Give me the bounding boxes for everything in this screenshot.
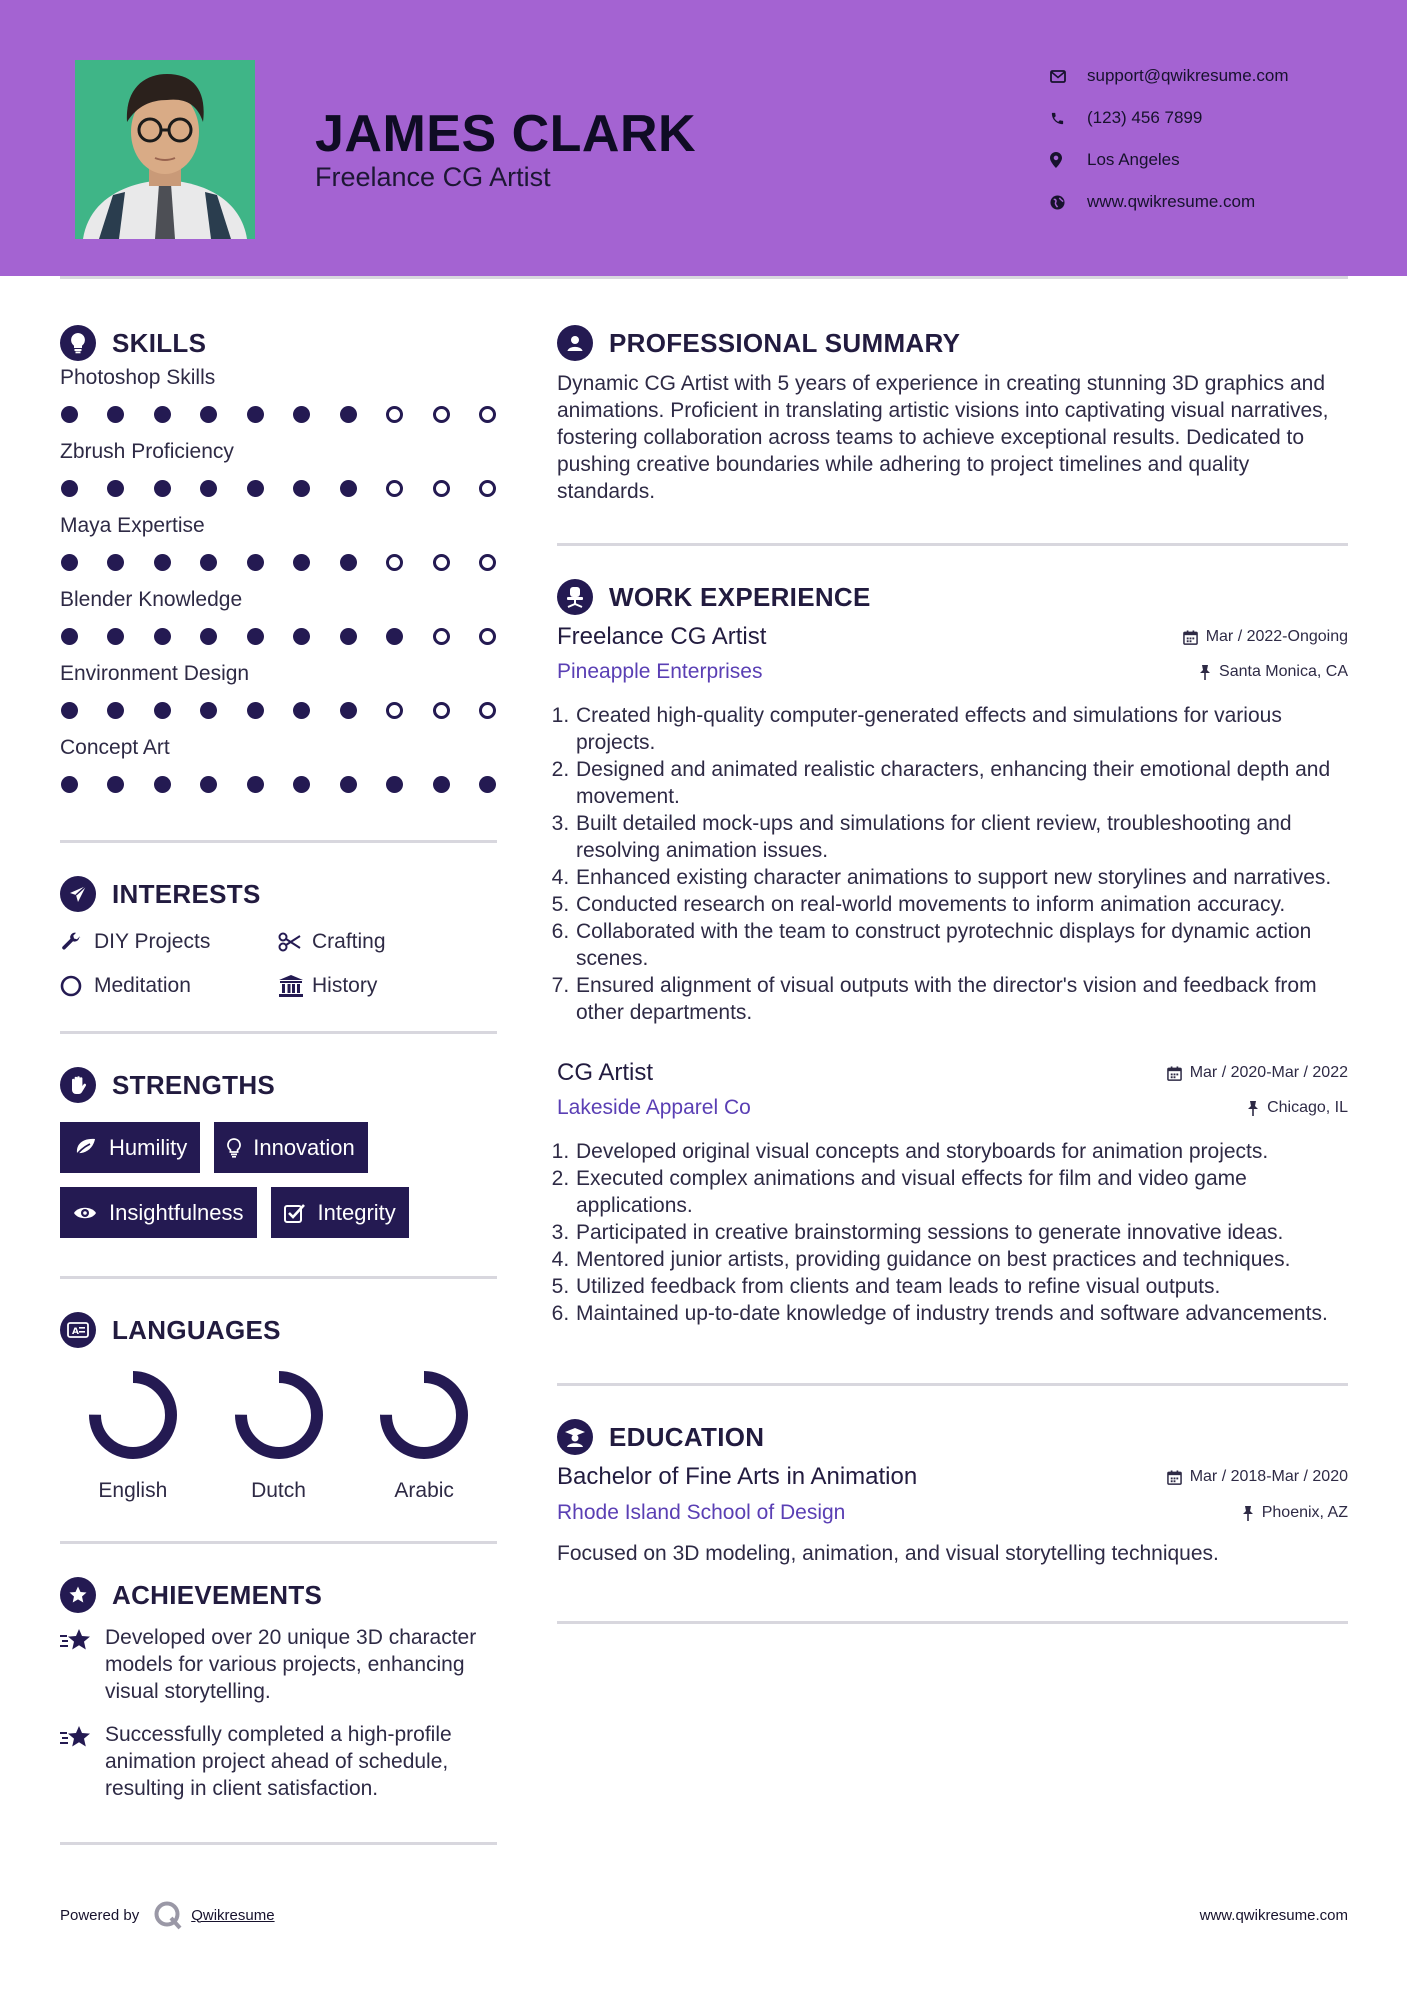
rating-dot-filled — [154, 406, 171, 423]
languages-heading — [60, 1311, 497, 1349]
degree-title: Bachelor of Fine Arts in Animation — [557, 1463, 918, 1490]
experience-section — [557, 578, 1348, 1386]
interest-item — [60, 927, 278, 957]
job-bullets — [557, 702, 1348, 1026]
language-progress-ring — [376, 1367, 472, 1463]
profile-photo — [75, 60, 255, 239]
strengths-section — [60, 1066, 497, 1279]
office-chair-icon — [557, 579, 593, 615]
rating-dot-filled — [107, 628, 124, 645]
interest-item — [278, 927, 496, 957]
experience-title: WORK EXPERIENCE — [609, 581, 871, 612]
rating-dot-filled — [107, 406, 124, 423]
scissors-icon — [278, 932, 312, 952]
paper-plane-icon — [60, 876, 96, 912]
rating-dot-filled — [293, 776, 310, 793]
job-location — [1247, 1099, 1348, 1117]
job-bullet: 6. Collaborated with the team to construct pyrotechnic displays for dynamic action scenes. — [575, 918, 1348, 972]
checkbox-icon — [284, 1203, 306, 1223]
envelope-icon — [1050, 70, 1087, 83]
strength-label: Humility — [109, 1134, 188, 1160]
achievements-heading — [60, 1576, 497, 1614]
star-badge-icon — [60, 1577, 96, 1613]
contact-location-text: Los Angeles — [1087, 150, 1180, 169]
job-bullet: 3. Built detailed mock-ups and simulations for client review, troubleshooting and resolving animation issues. — [575, 810, 1348, 864]
rating-dot-filled — [61, 480, 78, 497]
rating-dot-filled — [200, 554, 217, 571]
rating-dot-filled — [61, 406, 78, 423]
rating-dot-filled — [200, 702, 217, 719]
pushpin-icon — [1199, 665, 1211, 680]
education-title: EDUCATION — [609, 1421, 765, 1452]
interests-grid — [60, 927, 497, 1001]
rating-dot-empty — [479, 628, 496, 645]
interests-heading — [60, 875, 497, 913]
job-date — [1183, 628, 1348, 646]
section-divider — [557, 1621, 1348, 1624]
rating-dot-filled — [247, 628, 264, 645]
job-location-text: Santa Monica, CA — [1219, 663, 1348, 680]
skill-rating — [60, 618, 497, 654]
rating-dot-filled — [200, 628, 217, 645]
rating-dot-empty — [433, 480, 450, 497]
summary-title: PROFESSIONAL SUMMARY — [609, 327, 961, 358]
svg-text:A: A — [72, 1327, 80, 1337]
skills-list — [60, 366, 497, 802]
wrench-icon — [60, 931, 94, 953]
rating-dot-filled — [293, 480, 310, 497]
rating-dot-filled — [107, 554, 124, 571]
job-bullets — [557, 1138, 1348, 1327]
language-name: English — [98, 1479, 168, 1502]
pushpin-icon — [1247, 1101, 1259, 1116]
achievement-text: Developed over 20 unique 3D character models for various projects, enhancing visual storytelling. — [105, 1626, 477, 1703]
hand-icon — [60, 1067, 96, 1103]
rating-dot-filled — [154, 480, 171, 497]
skill-name: Photoshop Skills — [60, 366, 216, 389]
rating-dot-filled — [386, 776, 403, 793]
rating-dot-empty — [386, 480, 403, 497]
interest-label: History — [312, 974, 378, 997]
lightbulb-icon — [227, 1138, 241, 1158]
rating-dot-filled — [293, 554, 310, 571]
candidate-role: Freelance CG Artist — [315, 162, 551, 192]
contact-website[interactable] — [1050, 181, 1289, 223]
job-bullet: 7. Ensured alignment of visual outputs with the director's vision and feedback from other departments. — [575, 972, 1348, 1026]
experience-heading — [557, 578, 1348, 616]
achievement-item — [60, 1721, 497, 1802]
rating-dot-filled — [61, 554, 78, 571]
powered-by-text: Powered by — [60, 1906, 140, 1924]
job-entry — [557, 1056, 1348, 1327]
rating-dot-empty — [433, 628, 450, 645]
education-section — [557, 1418, 1348, 1624]
rating-dot-filled — [247, 554, 264, 571]
rating-dot-filled — [340, 406, 357, 423]
job-company: Lakeside Apparel Co — [557, 1096, 751, 1119]
rating-dot-filled — [247, 480, 264, 497]
job-bullet: 5. Conducted research on real-world movements to inform animation accuracy. — [575, 891, 1348, 918]
section-divider — [60, 1541, 497, 1544]
skills-heading — [60, 324, 497, 362]
skill-name: Environment Design — [60, 662, 250, 685]
skill-rating — [60, 766, 497, 802]
resume-header — [0, 0, 1407, 276]
rating-dot-empty — [479, 406, 496, 423]
star-icon — [60, 1721, 105, 1802]
language-progress-ring — [85, 1367, 181, 1463]
strength-tag — [60, 1122, 200, 1173]
job-bullet: 6. Maintained up-to-date knowledge of industry trends and software advancements. — [575, 1300, 1348, 1327]
school-name: Rhode Island School of Design — [557, 1501, 846, 1524]
rating-dot-filled — [340, 702, 357, 719]
job-entry — [557, 620, 1348, 1026]
rating-dot-filled — [107, 480, 124, 497]
job-date-text: Mar / 2022-Ongoing — [1205, 628, 1348, 645]
rating-dot-filled — [154, 628, 171, 645]
leaf-icon — [73, 1138, 97, 1158]
skill-rating — [60, 692, 497, 728]
rating-dot-empty — [433, 702, 450, 719]
job-bullet: 4. Mentored junior artists, providing guidance on best practices and techniques. — [575, 1246, 1348, 1273]
skills-title: SKILLS — [112, 327, 207, 358]
contact-location — [1050, 139, 1289, 181]
section-divider — [60, 1842, 497, 1845]
skill-rating — [60, 544, 497, 580]
footer-url[interactable]: www.qwikresume.com — [1199, 1907, 1348, 1924]
strength-label: Insightfulness — [109, 1199, 244, 1225]
calendar-icon — [1167, 1470, 1182, 1485]
rating-dot-filled — [154, 702, 171, 719]
job-bullet: 3. Participated in creative brainstorming sessions to generate innovative ideas. — [575, 1219, 1348, 1246]
job-bullet: 1. Developed original visual concepts and storyboards for animation projects. — [575, 1138, 1348, 1165]
rating-dot-filled — [293, 702, 310, 719]
section-divider — [557, 543, 1348, 546]
language-list — [60, 1367, 497, 1503]
skill-rating — [60, 396, 497, 432]
section-divider — [60, 1031, 497, 1034]
rating-dot-filled — [107, 702, 124, 719]
rating-dot-empty — [479, 702, 496, 719]
globe-icon — [1050, 195, 1087, 210]
rating-dot-filled — [433, 776, 450, 793]
rating-dot-empty — [386, 554, 403, 571]
rating-dot-filled — [247, 702, 264, 719]
rating-dot-filled — [247, 406, 264, 423]
interest-item — [60, 971, 278, 1001]
language-name: Dutch — [251, 1479, 306, 1502]
summary-heading — [557, 324, 1348, 362]
rating-dot-filled — [340, 628, 357, 645]
section-divider — [60, 840, 497, 843]
interest-label: DIY Projects — [94, 930, 211, 953]
skills-section — [60, 324, 497, 843]
candidate-name: JAMES CLARK — [315, 105, 697, 163]
section-divider — [557, 1383, 1348, 1386]
education-date-text: Mar / 2018-Mar / 2020 — [1189, 1468, 1348, 1485]
interest-label: Crafting — [312, 930, 386, 953]
education-heading — [557, 1418, 1348, 1456]
strength-tag — [214, 1122, 368, 1173]
rating-dot-filled — [107, 776, 124, 793]
achievement-item — [60, 1624, 497, 1705]
rating-dot-filled — [61, 776, 78, 793]
rating-dot-filled — [293, 628, 310, 645]
rating-dot-filled — [154, 776, 171, 793]
left-column — [60, 324, 497, 1845]
language-item — [206, 1367, 352, 1503]
pushpin-icon — [1242, 1506, 1254, 1521]
language-card-icon — [60, 1312, 96, 1348]
qwikresume-logo-icon — [153, 1900, 183, 1930]
calendar-icon — [1167, 1066, 1182, 1081]
strength-tag — [60, 1187, 257, 1238]
rating-dot-filled — [386, 628, 403, 645]
education-location — [1242, 1504, 1348, 1522]
museum-icon — [278, 974, 312, 998]
rating-dot-empty — [433, 554, 450, 571]
contact-website-text: www.qwikresume.com — [1087, 192, 1256, 211]
skill-rating — [60, 470, 497, 506]
education-location-text: Phoenix, AZ — [1261, 1504, 1348, 1521]
rating-dot-empty — [479, 480, 496, 497]
rating-dot-filled — [200, 480, 217, 497]
contact-email[interactable] — [1050, 55, 1289, 97]
strength-tag — [271, 1187, 409, 1238]
rating-dot-filled — [293, 406, 310, 423]
strength-label: Innovation — [253, 1134, 355, 1160]
rating-dot-filled — [247, 776, 264, 793]
strength-tags — [60, 1122, 497, 1238]
languages-title: LANGUAGES — [112, 1314, 281, 1345]
lightbulb-icon — [60, 325, 96, 361]
language-progress-ring — [231, 1367, 327, 1463]
strengths-heading — [60, 1066, 497, 1104]
skill-name: Maya Expertise — [60, 514, 205, 537]
job-date-text: Mar / 2020-Mar / 2022 — [1189, 1064, 1348, 1081]
achievements-section — [60, 1576, 497, 1845]
user-icon — [557, 325, 593, 361]
achievements-title: ACHIEVEMENTS — [112, 1579, 323, 1610]
skill-name: Blender Knowledge — [60, 588, 243, 611]
job-bullet: 4. Enhanced existing character animations to support new storylines and narratives. — [575, 864, 1348, 891]
calendar-icon — [1183, 630, 1198, 645]
circle-icon — [60, 975, 94, 997]
language-item — [351, 1367, 497, 1503]
interest-item — [278, 971, 496, 1001]
contact-phone-text: (123) 456 7899 — [1087, 108, 1203, 127]
qwikresume-link[interactable]: Qwikresume — [191, 1906, 275, 1924]
rating-dot-empty — [386, 702, 403, 719]
education-date — [1167, 1468, 1348, 1486]
job-location — [1199, 663, 1348, 681]
job-location-text: Chicago, IL — [1267, 1099, 1348, 1116]
job-bullet: 1. Created high-quality computer-generated effects and simulations for various projects. — [575, 702, 1348, 756]
education-description: Focused on 3D modeling, animation, and visual storytelling techniques. — [557, 1542, 1219, 1565]
job-bullet: 2. Designed and animated realistic characters, enhancing their emotional depth and movement. — [575, 756, 1348, 810]
footer-powered-by — [60, 1900, 275, 1930]
rating-dot-empty — [479, 554, 496, 571]
rating-dot-empty — [386, 406, 403, 423]
rating-dot-filled — [340, 554, 357, 571]
strength-label: Integrity — [317, 1199, 396, 1225]
rating-dot-filled — [61, 628, 78, 645]
rating-dot-filled — [479, 776, 496, 793]
achievement-text: Successfully completed a high-profile animation project ahead of schedule, resulting in client satisfaction. — [105, 1723, 452, 1800]
job-date — [1167, 1064, 1348, 1082]
summary-section — [557, 324, 1348, 546]
skill-name: Concept Art — [60, 736, 170, 759]
location-pin-icon — [1050, 152, 1087, 168]
job-title: Freelance CG Artist — [557, 623, 767, 650]
languages-section — [60, 1311, 497, 1544]
contact-email-text: support@qwikresume.com — [1087, 66, 1289, 85]
contact-phone[interactable] — [1050, 97, 1289, 139]
rating-dot-filled — [200, 406, 217, 423]
rating-dot-filled — [340, 480, 357, 497]
rating-dot-empty — [433, 406, 450, 423]
rating-dot-filled — [61, 702, 78, 719]
graduate-icon — [557, 1419, 593, 1455]
eye-icon — [73, 1205, 97, 1221]
rating-dot-filled — [154, 554, 171, 571]
star-icon — [60, 1624, 105, 1705]
job-bullet: 5. Utilized feedback from clients and team leads to refine visual outputs. — [575, 1273, 1348, 1300]
language-name: Arabic — [394, 1479, 454, 1502]
job-title: CG Artist — [557, 1059, 654, 1086]
interests-section — [60, 875, 497, 1034]
phone-icon — [1050, 111, 1087, 126]
strengths-title: STRENGTHS — [112, 1069, 276, 1100]
skill-name: Zbrush Proficiency — [60, 440, 234, 463]
job-bullet: 2. Executed complex animations and visual effects for film and video game applications. — [575, 1165, 1348, 1219]
section-divider — [60, 1276, 497, 1279]
interests-title: INTERESTS — [112, 878, 261, 909]
contact-list — [1050, 55, 1289, 223]
rating-dot-filled — [200, 776, 217, 793]
header-divider — [60, 276, 1348, 279]
right-column — [557, 324, 1348, 1624]
summary-text: Dynamic CG Artist with 5 years of experience in creating stunning 3D graphics and animations. Proficient in translating artistic visions into captivating visual narratives, fostering collaboration across teams to achieve exceptional results. Dedicated to pushing creative boundaries while adhering to project timelines and quality standards. — [557, 372, 1329, 503]
interest-label: Meditation — [94, 974, 191, 997]
language-item — [60, 1367, 206, 1503]
job-company: Pineapple Enterprises — [557, 660, 763, 683]
rating-dot-filled — [340, 776, 357, 793]
